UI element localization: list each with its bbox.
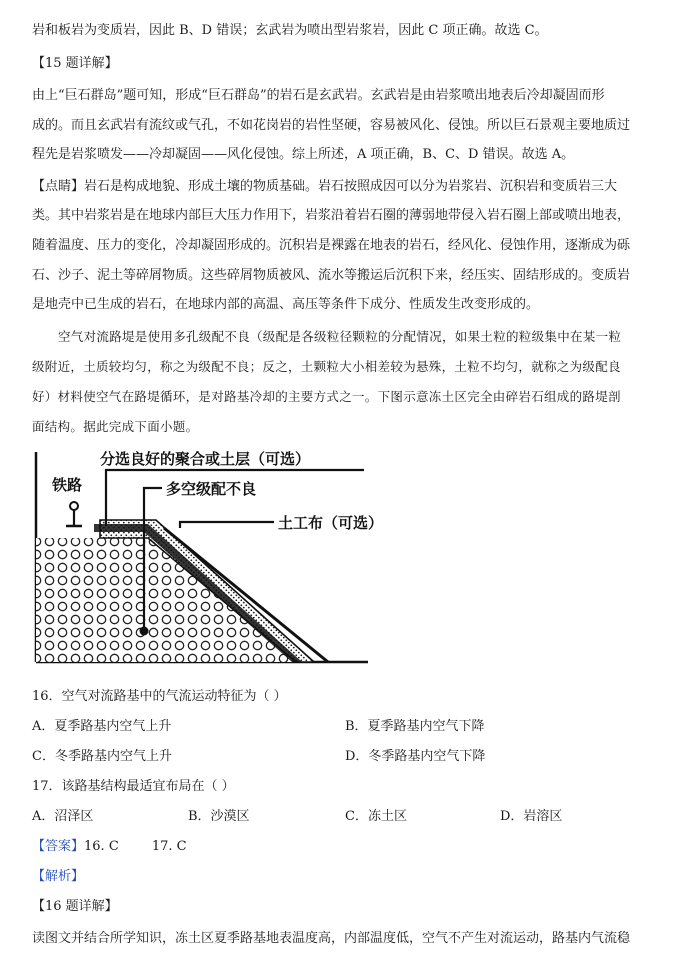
label-railway: 铁路	[52, 476, 83, 494]
text-line: 随着温度、压力的变化，冷却凝固形成的。沉积岩是裸露在地表的岩石，经风化、侵蚀作用，逐渐成为砾	[32, 238, 631, 253]
label-porous-material: 多空级配不良	[166, 480, 257, 498]
dianjing-tag: 【点睛】	[32, 179, 85, 194]
text-line	[32, 178, 662, 196]
text-line: 由上“巨石群岛”题可知，形成“巨石群岛”的岩石是玄武岩。玄武岩是由岩浆喷出地表后冷却凝固而形	[32, 88, 605, 103]
question-intro-line: 级附近，土质较均匀，称之为级配不良；反之，土颗粒大小相差较为悬殊，土粒不均匀，就称之为级配良	[32, 359, 621, 374]
label-aggregate-layer: 分选良好的聚合或土层（可选）	[100, 450, 311, 468]
label-geotextile: 土工布（可选）	[278, 514, 384, 532]
text-line: 类。其中岩浆岩是在地球内部巨大压力作用下，岩浆沿着岩石圈的薄弱地带侵入岩石圈上部或喷出地表，	[32, 208, 631, 223]
q16-option-a: A．夏季路基内空气上升	[32, 719, 172, 734]
q16-option-c: C．冬季路基内空气上升	[32, 749, 172, 764]
question-intro-line: 好）材料使空气在路堤循环，是对路基冷却的主要方式之一。下图示意冻土区完全由碎岩石组成的路堤剖	[32, 389, 621, 404]
text-line: 石、沙子、泥土等碎屑物质。这些碎屑物质被风、流水等搬运后沉积下来，经压实、固结形成的。变质岩	[32, 268, 631, 283]
rock-fill	[36, 538, 298, 662]
q17-option-c: C．冻土区	[345, 809, 407, 824]
section-heading-15: 【15 题详解】	[32, 56, 118, 71]
text-line: 岩和板岩为变质岩，因此 B、D 错误；玄武岩为喷出型岩浆岩，因此 C 项正确。故选 C。	[32, 23, 548, 38]
section-heading-16: 【16 题详解】	[32, 899, 118, 914]
question-17-stem: 17．该路基结构最适宜布局在（ ）	[32, 779, 235, 794]
answer-tag: 【答案】	[32, 839, 85, 854]
text-line: 成的。而且玄武岩有流纹或气孔，不如花岗岩的岩性坚硬，容易被风化、侵蚀。所以巨石景观主要地质过	[32, 118, 631, 133]
question-intro-line: 面结构。据此完成下面小题。	[32, 419, 199, 434]
q17-option-a: A．沼泽区	[32, 809, 94, 824]
dianjing-text: 岩石是构成地貌、形成土壤的物质基础。岩石按照成因可以分为岩浆岩、沉积岩和变质岩三大	[84, 179, 618, 194]
analysis-tag: 【解析】	[32, 869, 85, 884]
text-line: 程先是岩浆喷发——冷却凝固——风化侵蚀。综上所述，A 项正确，B、C、D 错误。故选 A。	[32, 147, 575, 162]
text-line: 是地壳中已生成的岩石，在地球内部的高温、高压等条件下成分、性质发生改变形成的。	[32, 297, 540, 312]
answer-text: 16. C 17. C	[84, 839, 187, 854]
rail-icon	[66, 502, 82, 526]
text-line: 读图文并结合所学知识，冻土区夏季路基地表温度高，内部温度低，空气不产生对流运动，路基内气流稳	[32, 931, 631, 946]
q16-option-b: B．夏季路基内空气下降	[345, 719, 485, 734]
q17-option-b: B．沙漠区	[188, 809, 250, 824]
embankment-diagram	[30, 444, 384, 666]
q16-option-d: D．冬季路基内空气下降	[345, 749, 486, 764]
question-intro-line: 空气对流路堤是使用多孔级配不良（级配是各级粒径颗粒的分配情况，如果土粒的粒级集中在某一粒	[58, 329, 622, 344]
answer-line	[32, 838, 662, 856]
question-16-stem: 16．空气对流路基中的气流运动特征为（ ）	[32, 689, 287, 704]
q17-option-d: D．岩溶区	[500, 809, 563, 824]
